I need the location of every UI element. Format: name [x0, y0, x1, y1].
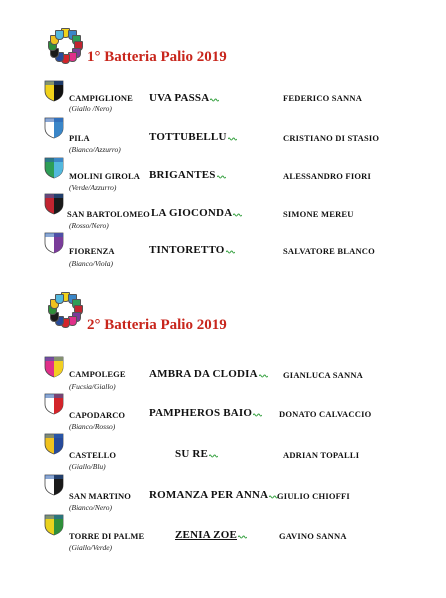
- spellcheck-squiggle-icon: [210, 98, 219, 102]
- contrada-name: CAPODARCO: [69, 410, 126, 420]
- horse-name: AMBRA DA CLODIA: [149, 368, 268, 380]
- contrada-colors: (Bianco/Viola): [69, 259, 114, 268]
- contrada-colors: (Fucsia/Giallo): [69, 382, 116, 391]
- jockey-name: CRISTIANO DI STASIO: [283, 133, 380, 143]
- heat-title: 1° Batteria Palio 2019: [87, 49, 227, 65]
- contrada-name: CAMPOLEGE: [69, 369, 126, 379]
- horse-name: BRIGANTES: [149, 169, 226, 181]
- heat-2: [0, 290, 446, 590]
- contrada-name: SAN MARTINO: [69, 491, 131, 501]
- emblem-shield-icon: [55, 294, 64, 304]
- jockey-name: SIMONE MEREU: [283, 209, 354, 219]
- spellcheck-squiggle-icon: [217, 175, 226, 179]
- contrada-shield-icon: [44, 232, 64, 254]
- contrada-name: FIORENZA: [69, 246, 115, 256]
- jockey-name: ADRIAN TOPALLI: [283, 450, 360, 460]
- jockey-name: FEDERICO SANNA: [283, 93, 363, 103]
- jockey-name: SALVATORE BLANCO: [283, 246, 375, 256]
- heat-row: [0, 115, 446, 155]
- horse-name: SU RE: [175, 448, 218, 460]
- contrada-shield-icon: [44, 356, 64, 378]
- heat-row: [0, 472, 446, 512]
- heat-1: [0, 0, 446, 290]
- horse-name: TOTTUBELLU: [149, 131, 237, 143]
- spellcheck-squiggle-icon: [226, 250, 235, 254]
- spellcheck-squiggle-icon: [228, 137, 237, 141]
- heat-row: [0, 230, 446, 270]
- heat-row: [0, 352, 446, 392]
- heat-row: [0, 391, 446, 431]
- horse-name: ROMANZA PER ANNA: [149, 489, 278, 501]
- horse-name: PAMPHEROS BAIO: [149, 407, 262, 419]
- contrada-shield-icon: [44, 193, 64, 215]
- spellcheck-squiggle-icon: [209, 454, 218, 458]
- jockey-name: GIULIO CHIOFFI: [277, 491, 350, 501]
- horse-name: ZENIA ZOE: [175, 529, 247, 541]
- contrada-name: CASTELLO: [69, 450, 117, 460]
- contrada-colors: (Verde/Azzurro): [69, 183, 117, 192]
- contrada-colors: (Giallo/Blu): [69, 462, 106, 471]
- spellcheck-squiggle-icon: [259, 374, 268, 378]
- contrada-shield-icon: [44, 433, 64, 455]
- spellcheck-squiggle-icon: [238, 535, 247, 539]
- contrada-name: SAN BARTOLOMEO: [67, 209, 150, 219]
- spellcheck-squiggle-icon: [253, 413, 262, 417]
- contrada-colors: (Bianco/Nero): [69, 503, 113, 512]
- heat-row: [0, 155, 446, 195]
- jockey-name: GAVINO SANNA: [279, 531, 347, 541]
- heat-title: 2° Batteria Palio 2019: [87, 317, 227, 333]
- horse-name: UVA PASSA: [149, 92, 219, 104]
- contrada-name: PILA: [69, 133, 90, 143]
- heat-row: [0, 431, 446, 471]
- contrada-colors: (Rosso/Nero): [69, 221, 109, 230]
- jockey-name: ALESSANDRO FIORI: [283, 171, 371, 181]
- contrada-colors: (Bianco/Azzurro): [69, 145, 121, 154]
- jockey-name: DONATO CALVACCIO: [279, 409, 372, 419]
- contrada-shield-icon: [44, 474, 64, 496]
- contrada-name: TORRE DI PALME: [69, 531, 145, 541]
- contrada-shield-icon: [44, 514, 64, 536]
- contrada-shield-icon: [44, 117, 64, 139]
- heat-row: [0, 78, 446, 118]
- contrada-colors: (Bianco/Rosso): [69, 422, 116, 431]
- emblem-shield-icon: [55, 30, 64, 40]
- contrada-colors: (Giallo/Verde): [69, 543, 113, 552]
- heat-row: [0, 193, 446, 233]
- contrada-name: CAMPIGLIONE: [69, 93, 133, 103]
- contrade-emblem-icon: [47, 292, 81, 326]
- horse-name: TINTORETTO: [149, 244, 235, 256]
- contrada-shield-icon: [44, 393, 64, 415]
- heat-row: [0, 512, 446, 552]
- contrada-name: MOLINI GIROLA: [69, 171, 140, 181]
- spellcheck-squiggle-icon: [233, 213, 242, 217]
- contrada-colors: (Giallo /Nero): [69, 104, 112, 113]
- jockey-name: GIANLUCA SANNA: [283, 370, 364, 380]
- contrada-shield-icon: [44, 157, 64, 179]
- horse-name: LA GIOCONDA: [151, 207, 242, 219]
- contrada-shield-icon: [44, 80, 64, 102]
- contrade-emblem-icon: [47, 28, 81, 62]
